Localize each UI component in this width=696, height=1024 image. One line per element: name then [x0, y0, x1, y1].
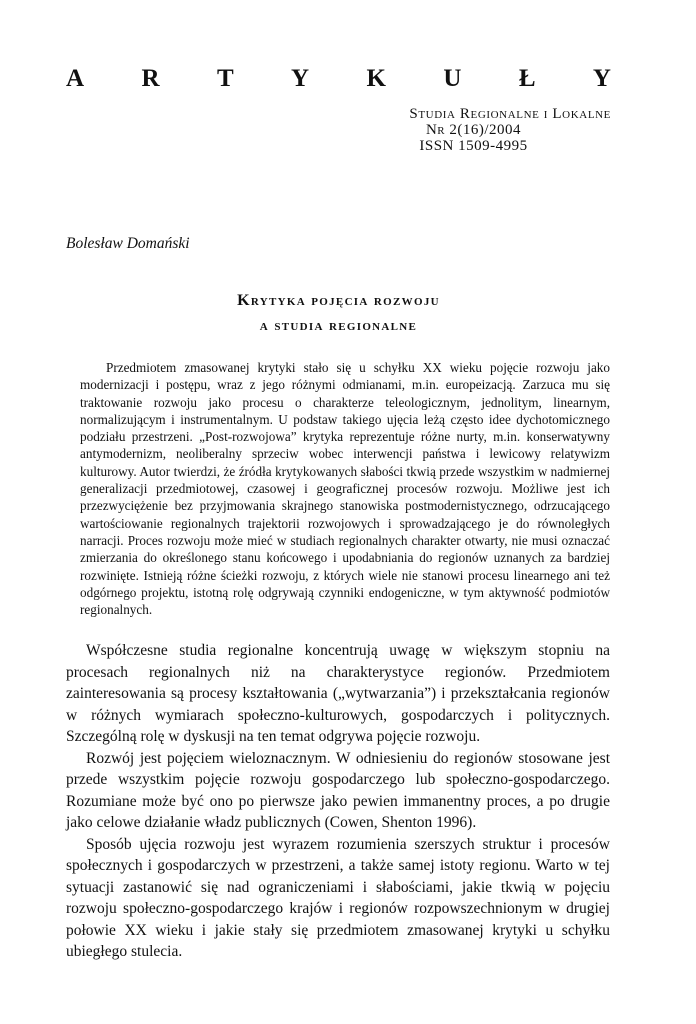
article-title-line: a studia regionalne [259, 317, 418, 334]
body-text [66, 640, 610, 963]
article-title-line: Krytyka pojęcia rozwoju [237, 292, 440, 309]
section-heading-letter: Ł [518, 65, 536, 92]
section-heading-letter: K [366, 65, 386, 92]
abstract: Przedmiotem zmasowanej krytyki stało się u schyłku XX wieku pojęcie rozwoju jako modernizacji i postępu, wraz z jego różnymi odmianami, m.in. europeizacją. Zarzuca mu się traktowanie rozwoju jako procesu o charakterze teleologicznym, jednolitym, linearnym, normalizującym i instrumentalnym. U podstaw takiego ujęcia leżą często idee dychotomicznego podziału przestrzeni. „Post-rozwojowa” krytyka reprezentuje różne nurty, m.in. konserwatywny antymodernizm, neoliberalny sprzeciw wobec interwencji państwa i lewicowy relatywizm kulturowy. Autor twierdzi, że źródła krytykowanych słabości tkwią przede wszystkim w nadmiernej generalizacji przedmiotowej, czasowej i geograficznej procesów rozwoju. Możliwe jest ich przezwyciężenie bez przyjmowania skrajnego stanowiska postmodernistycznego, odrzucającego wartościowanie regionalnych trajektorii rozwojowych i sprowadzającego je do równoległych narracji. Proces rozwoju może mieć w studiach regionalnych charakter otwarty, nie musi oznaczać zmierzania do określonego stanu końcowego i upodabniania do regionów uznanych za bardziej rozwinięte. Istnieją różne ścieżki rozwoju, z których wiele nie stanowi procesu linearnego ani też odgórnego projektu, istotną rolę odgrywają czynniki endogeniczne, w tym aktywność podmiotów regionalnych. [80, 360, 610, 618]
journal-name: Studia Regionalne i Lokalne [409, 106, 611, 122]
section-heading-letter: T [216, 65, 234, 92]
body-paragraph: Sposób ujęcia rozwoju jest wyrazem rozumienia szerszych struktur i procesów społecznych i gospodarczych w przestrzeni, a także samej istoty regionu. Warto w tej sytuacji zastanowić się nad ograniczeniami i słabościami, jakie tkwią w pojęciu rozwoju społeczno-gospodarczego krajów i regionów rozpowszechnionym w drugiej połowie XX wieku i jakie stały się przedmiotem zmasowanej krytyki u schyłku ubiegłego stulecia. [66, 835, 610, 960]
section-heading-letter: A [66, 65, 85, 92]
article-title [66, 288, 611, 338]
section-heading [66, 64, 611, 94]
section-heading-letter: R [141, 65, 160, 92]
author-name: Bolesław Domański [66, 235, 190, 252]
section-heading-letter: Y [592, 65, 611, 92]
body-paragraph: Rozwój jest pojęciem wieloznacznym. W odniesieniu do regionów stosowane jest przede wszystkim pojęcie rozwoju gospodarczego lub społeczno-gospodarczego. Rozumiane może być ono po pierwsze jako pewien immanentny proces, a po drugie jako celowe działanie władz publicznych (Cowen, Shenton 1996). [66, 749, 610, 831]
section-heading-letter: U [443, 65, 462, 92]
body-paragraph: Współczesne studia regionalne koncentrują uwagę w większym stopniu na procesach regionalnych niż na charakterystyce regionów. Przedmiotem zainteresowania są procesy kształtowania („wytwarzania”) i przekształcania regionów w różnych wymiarach społeczno-kulturowych, gospodarczych i politycznych. Szczególną rolę w dyskusji na ten temat odgrywa pojęcie rozwoju. [66, 642, 610, 745]
journal-info [300, 106, 611, 154]
issn: ISSN 1509-4995 [419, 138, 528, 154]
issue-number: Nr 2(16)/2004 [425, 122, 522, 138]
section-heading-letter: Y [291, 65, 310, 92]
